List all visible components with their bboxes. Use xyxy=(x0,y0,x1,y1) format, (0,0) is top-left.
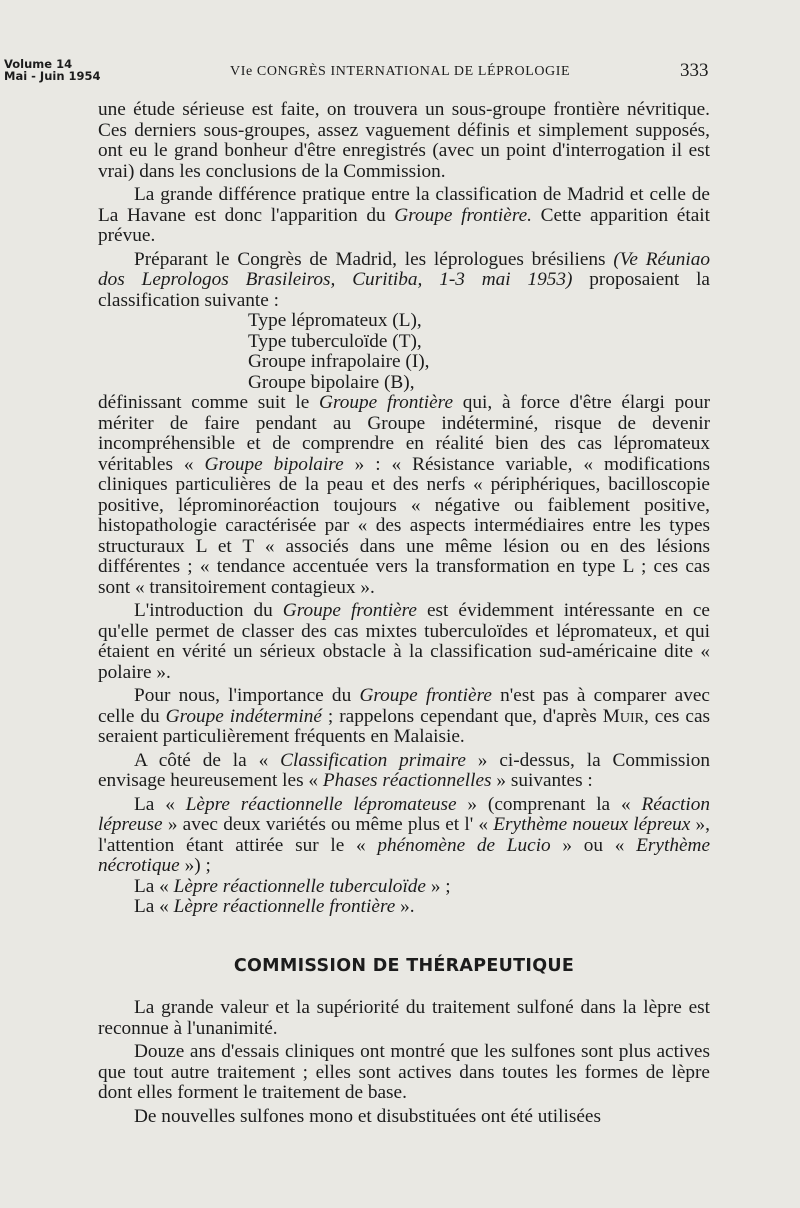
section-paragraph: La grande valeur et la supériorité du traitement sulfoné dans la lèpre est reconnue à l'unanimité. xyxy=(98,997,710,1039)
paragraph-brazilian-proposal: Préparant le Congrès de Madrid, les léprologues brésiliens (Ve Réuniao dos Leprologos Brasileiros, Curitiba, 1-3 mai 1953) proposaient la classification suivante : xyxy=(98,248,710,311)
section-paragraph: De nouvelles sulfones mono et disubstituées ont été utilisées xyxy=(134,1105,601,1127)
paragraph-difference: La grande différence pratique entre la classification de Madrid et celle de La Havane est donc l'apparition du Groupe frontière. Cette apparition était prévue. xyxy=(98,184,710,246)
volume-number: Volume 14 xyxy=(4,57,73,71)
list-item: Groupe bipolaire (B), xyxy=(248,371,415,393)
paragraph-continuation: une étude sérieuse est faite, on trouvera un sous-groupe frontière névritique. Ces derniers sous-groupes, assez vaguement définis et simplement supposés, ont eu le grand bonheur d'être enregistrés (avec un point d'interrogation il est vrai) dans les conclusions de la Commission. xyxy=(98,99,710,182)
phase-tuberculoid: La « Lèpre réactionnelle tuberculoïde » ; xyxy=(134,875,451,897)
list-item: Type tuberculoïde (T), xyxy=(248,330,422,352)
running-header xyxy=(0,52,800,92)
paragraph-definition: définissant comme suit le Groupe frontière qui, à force d'être élargi pour mériter de faire pendant au Groupe indéterminé, risque de devenir incompréhensible et de comprendre en réalité bien des cas lépromateux véritables « Groupe bipolaire » : « Résistance variable, « modifications cliniques particulières de la peau et des nerfs « périphériques, bacilloscopie positive, léprominoréaction toujours « négative ou faiblement positive, histopathologie caractérisée par « des aspects intermédiaires entre les types structuraux L et T « associés dans une même lésion ou en des lésions différentes ; « tendance accentuée vers la transformation en type L ; ces cas sont « transitoirement contagieux ». xyxy=(98,392,711,598)
section-heading: COMMISSION DE THÉRAPEUTIQUE xyxy=(233,955,575,976)
paragraph-phases-intro: A côté de la « Classification primaire » ci-dessus, la Commission envisage heureusement les « Phases réactionnelles » suivantes : xyxy=(98,749,711,791)
classification-list xyxy=(248,311,710,393)
list-item: Groupe infrapolaire (I), xyxy=(248,351,430,372)
paragraph-importance: Pour nous, l'importance du Groupe frontière n'est pas à comparer avec celle du Groupe indéterminé ; rappelons cependant que, d'après Muir, ces cas seraient particulièrement fréquents en Malaisie. xyxy=(98,685,711,747)
phase-lepromatous: La « Lèpre réactionnelle lépromateuse » (comprenant la « Réaction lépreuse » avec deux variétés ou même plus et l' « Erythème noueux lépreux », l'attention étant attirée sur le « phénomène de Lucio » ou « Erythème nécrotique ») ; xyxy=(98,793,711,876)
page-number: 333 xyxy=(680,60,709,81)
section-paragraph: Douze ans d'essais cliniques ont montré que les sulfones sont plus actives que tout autre traitement ; elles sont actives dans toutes les formes de lèpre dont elles forment le traitement de base. xyxy=(98,1041,710,1103)
body-text xyxy=(98,100,710,1127)
list-item: Type lépromateux (L), xyxy=(248,310,422,331)
issue-date: Mai - Juin 1954 xyxy=(4,69,101,83)
paragraph-introduction: L'introduction du Groupe frontière est évidemment intéressante en ce qu'elle permet de classer des cas mixtes tuberculoïdes et lépromateux, et qui étaient en vérité un sérieux obstacle à la classification sud-américaine dite « polaire ». xyxy=(98,600,710,683)
volume-info xyxy=(4,58,101,82)
phase-borderline: La « Lèpre réactionnelle frontière ». xyxy=(134,896,415,917)
journal-title: VIe CONGRÈS INTERNATIONAL DE LÉPROLOGIE xyxy=(230,64,571,79)
